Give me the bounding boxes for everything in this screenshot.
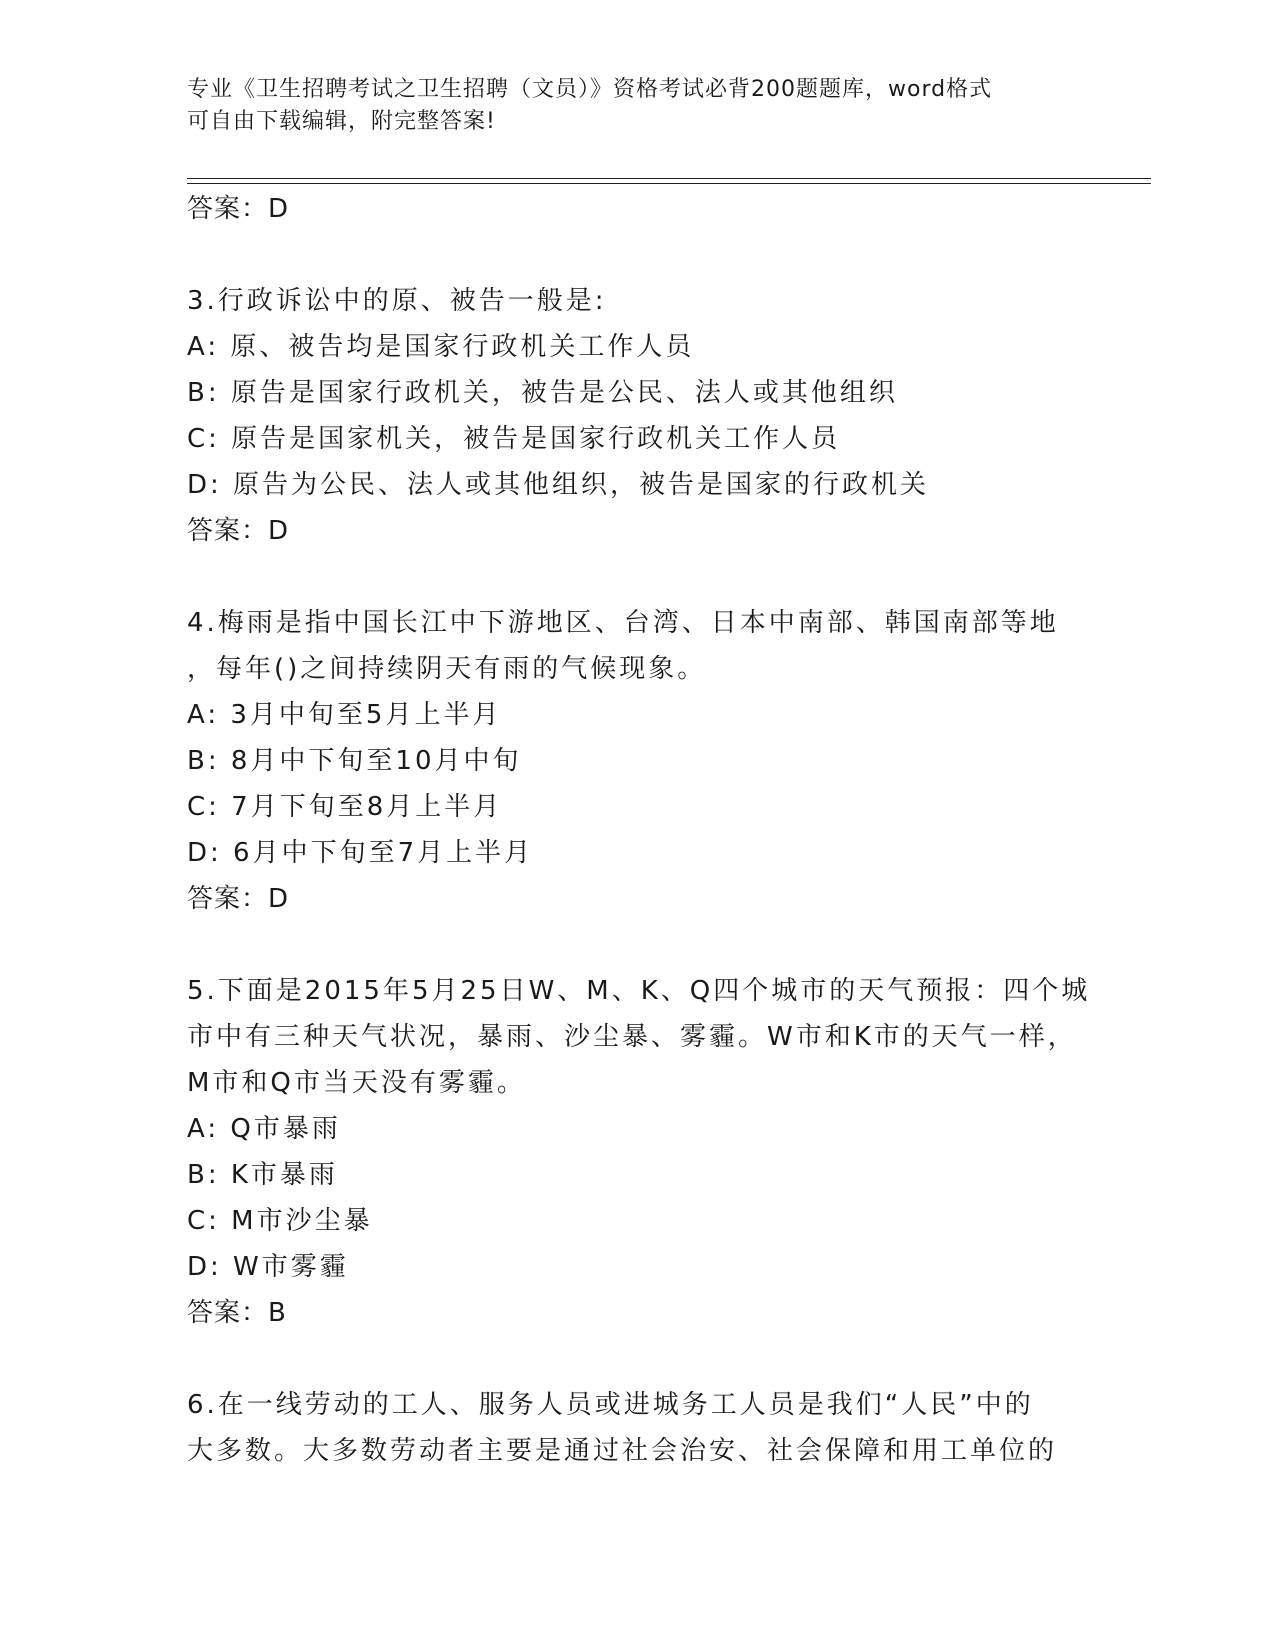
question-text: 5.下面是2015年5月25日W、M、K、Q四个城市的天气预报：四个城	[187, 976, 1091, 1006]
spacer	[187, 922, 1087, 968]
option-c: C: M市沙尘暴	[187, 1206, 373, 1236]
question-5	[187, 968, 1091, 1336]
option-d: D: W市雾霾	[187, 1252, 349, 1282]
option-c: C: 原告是国家机关，被告是国家行政机关工作人员	[187, 424, 841, 454]
question-text: 大多数。大多数劳动者主要是通过社会治安、社会保障和用工单位的	[187, 1436, 1058, 1466]
document-header	[187, 74, 1087, 138]
question-4	[187, 600, 1087, 922]
option-c: C: 7月下旬至8月上半月	[187, 792, 503, 822]
header-divider-top	[187, 178, 1151, 179]
spacer	[187, 554, 1087, 600]
option-b: B: 8月中下旬至10月中旬	[187, 746, 522, 776]
answer: 答案：D	[187, 516, 290, 546]
header-title-line-2: 可自由下载编辑，附完整答案!	[187, 109, 496, 134]
spacer	[187, 232, 1087, 278]
question-3	[187, 278, 1087, 554]
option-b: B: K市暴雨	[187, 1160, 338, 1190]
question-text: 市中有三种天气状况，暴雨、沙尘暴、雾霾。W市和K市的天气一样，	[187, 1022, 1077, 1052]
spacer	[187, 1336, 1087, 1382]
question-text: M市和Q市当天没有雾霾。	[187, 1068, 526, 1098]
header-title-line-1: 专业《卫生招聘考试之卫生招聘（文员）》资格考试必背200题题库，word格式	[187, 77, 993, 102]
question-6	[187, 1382, 1087, 1474]
option-d: D: 6月中下旬至7月上半月	[187, 838, 534, 868]
question-text: 6.在一线劳动的工人、服务人员或进城务工人员是我们“人民”中的	[187, 1390, 1034, 1420]
previous-answer: 答案：D	[187, 194, 290, 224]
option-d: D: 原告为公民、法人或其他组织，被告是国家的行政机关	[187, 470, 930, 500]
option-b: B: 原告是国家行政机关，被告是公民、法人或其他组织	[187, 378, 898, 408]
option-a: A: 3月中旬至5月上半月	[187, 700, 502, 730]
option-a: A: Q市暴雨	[187, 1114, 341, 1144]
header-divider-bottom	[187, 183, 1151, 184]
question-text: 4.梅雨是指中国长江中下游地区、台湾、日本中南部、韩国南部等地	[187, 608, 1059, 638]
question-text: ，每年()之间持续阴天有雨的气候现象。	[187, 654, 707, 684]
answer: 答案：B	[187, 1298, 287, 1328]
answer: 答案：D	[187, 884, 290, 914]
question-text: 3.行政诉讼中的原、被告一般是:	[187, 286, 607, 316]
option-a: A: 原、被告均是国家行政机关工作人员	[187, 332, 695, 362]
document-body	[187, 186, 1091, 1474]
